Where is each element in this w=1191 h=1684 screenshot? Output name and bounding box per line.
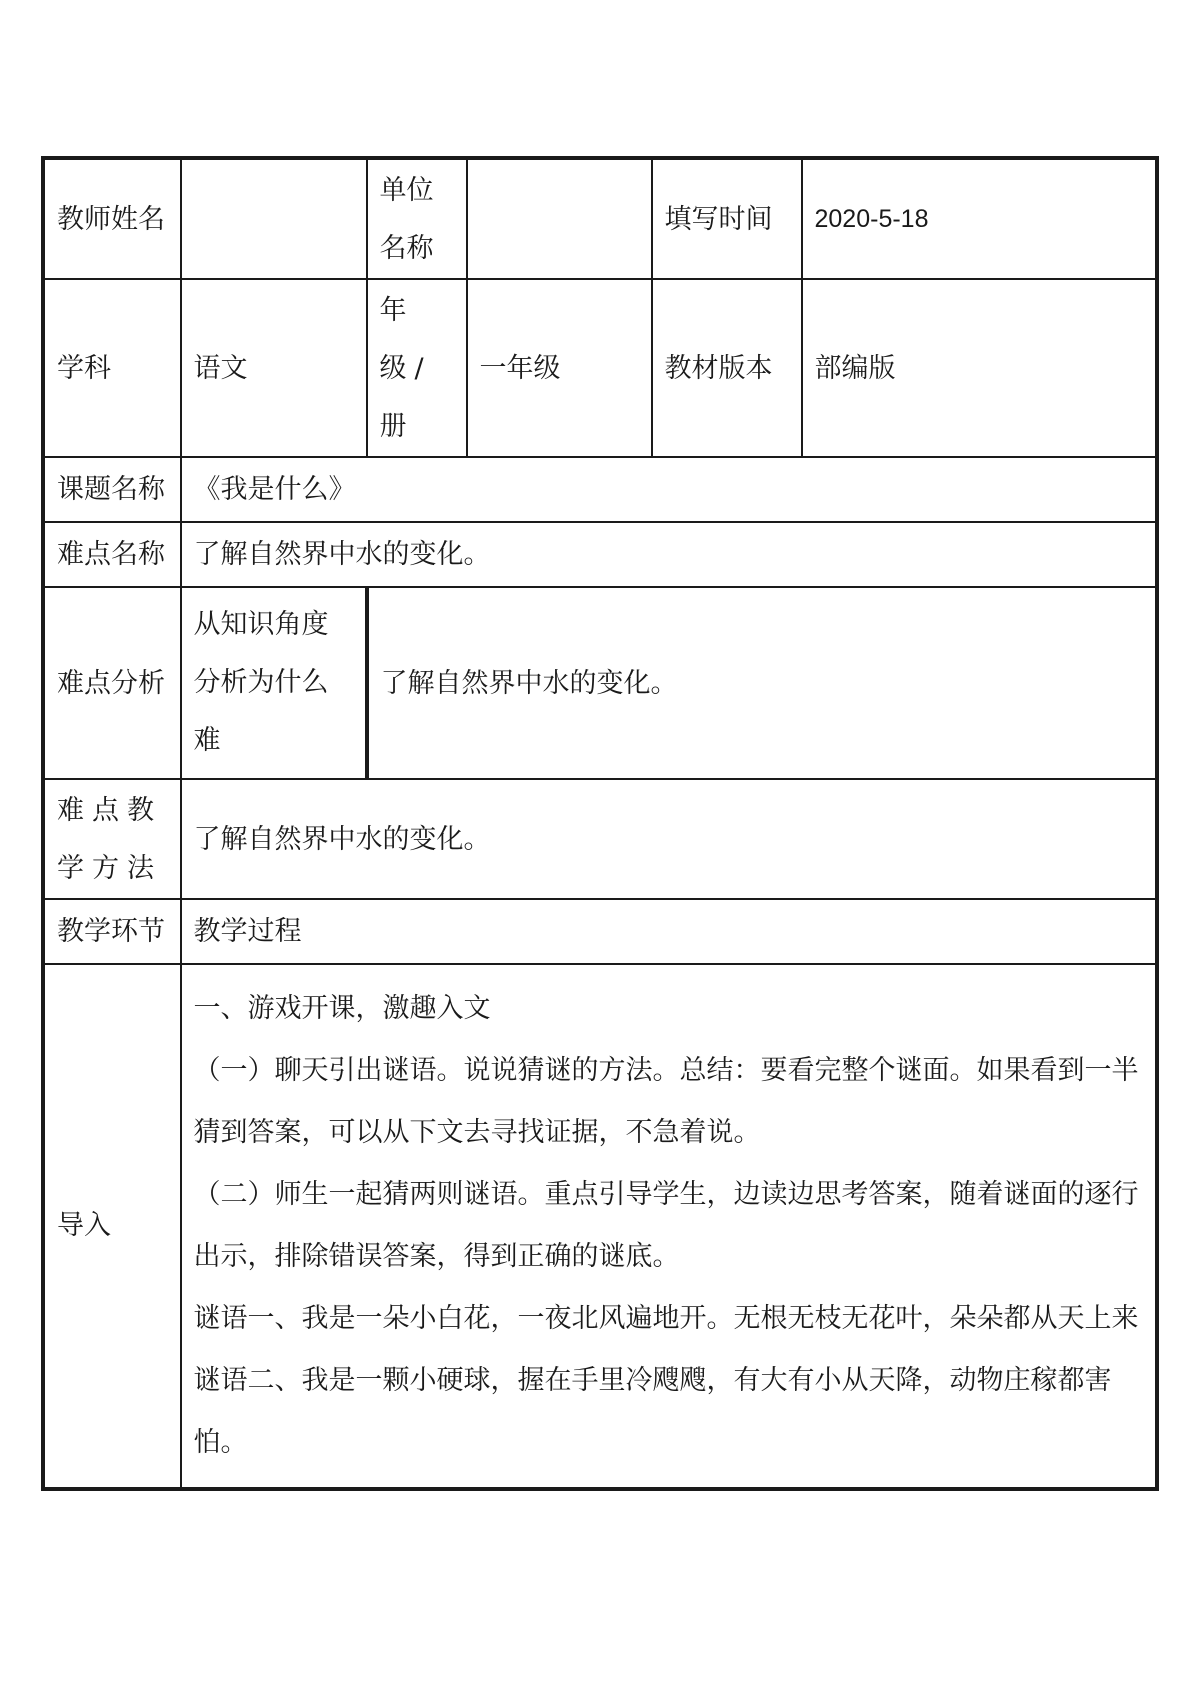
fill-time-value: 2020-5-18 [802, 159, 1157, 280]
analysis-value: 了解自然界中水的变化。 [367, 587, 1157, 779]
subject-label: 学科 [44, 279, 181, 457]
difficulty-label: 难点名称 [44, 522, 181, 587]
row-stage-header [44, 899, 1157, 964]
intro-stage-label: 导入 [44, 964, 181, 1488]
intro-process [181, 964, 1157, 1488]
stage-label: 教学环节 [44, 899, 181, 964]
grade-label: 年级/册 [367, 279, 467, 457]
grade-value: 一年级 [467, 279, 652, 457]
textbook-label: 教材版本 [652, 279, 802, 457]
intro-paragraph: （二）师生一起猜两则谜语。重点引导学生，边读边思考答案，随着谜面的逐行出示，排除错误答案，得到正确的谜底。 [193, 1178, 1139, 1272]
method-value: 了解自然界中水的变化。 [181, 779, 1157, 899]
lesson-plan-table [42, 157, 1158, 1490]
topic-label: 课题名称 [44, 457, 181, 522]
row-subject [44, 279, 1157, 457]
intro-paragraph: 谜语一、我是一朵小白花，一夜北风遍地开。无根无枝无花叶，朵朵都从天上来 [193, 1302, 1139, 1334]
unit-name-value [467, 159, 652, 280]
fill-time-label: 填写时间 [652, 159, 802, 280]
unit-name-label: 单位名称 [367, 159, 467, 280]
row-intro [44, 964, 1157, 1488]
row-difficulty [44, 522, 1157, 587]
row-method [44, 779, 1157, 899]
analysis-label: 难点分析 [44, 587, 181, 779]
teacher-name-label: 教师姓名 [44, 159, 181, 280]
teacher-name-value [181, 159, 367, 280]
intro-paragraph: 谜语二、我是一颗小硬球，握在手里冷飕飕，有大有小从天降，动物庄稼都害怕。 [193, 1364, 1112, 1458]
textbook-value: 部编版 [802, 279, 1157, 457]
intro-paragraph: 一、游戏开课，激趣入文 [193, 992, 491, 1024]
subject-value: 语文 [181, 279, 367, 457]
row-topic [44, 457, 1157, 522]
process-label: 教学过程 [181, 899, 1157, 964]
difficulty-value: 了解自然界中水的变化。 [181, 522, 1157, 587]
analysis-sub-label: 从知识角度分析为什么难 [181, 587, 367, 779]
row-teacher [44, 159, 1157, 280]
intro-paragraph: （一）聊天引出谜语。说说猜谜的方法。总结：要看完整个谜面。如果看到一半猜到答案，可以从下文去寻找证据，不急着说。 [193, 1054, 1139, 1148]
topic-value: 《我是什么》 [181, 457, 1157, 522]
method-label: 难点教学方法 [44, 779, 181, 899]
row-analysis [44, 587, 1157, 779]
